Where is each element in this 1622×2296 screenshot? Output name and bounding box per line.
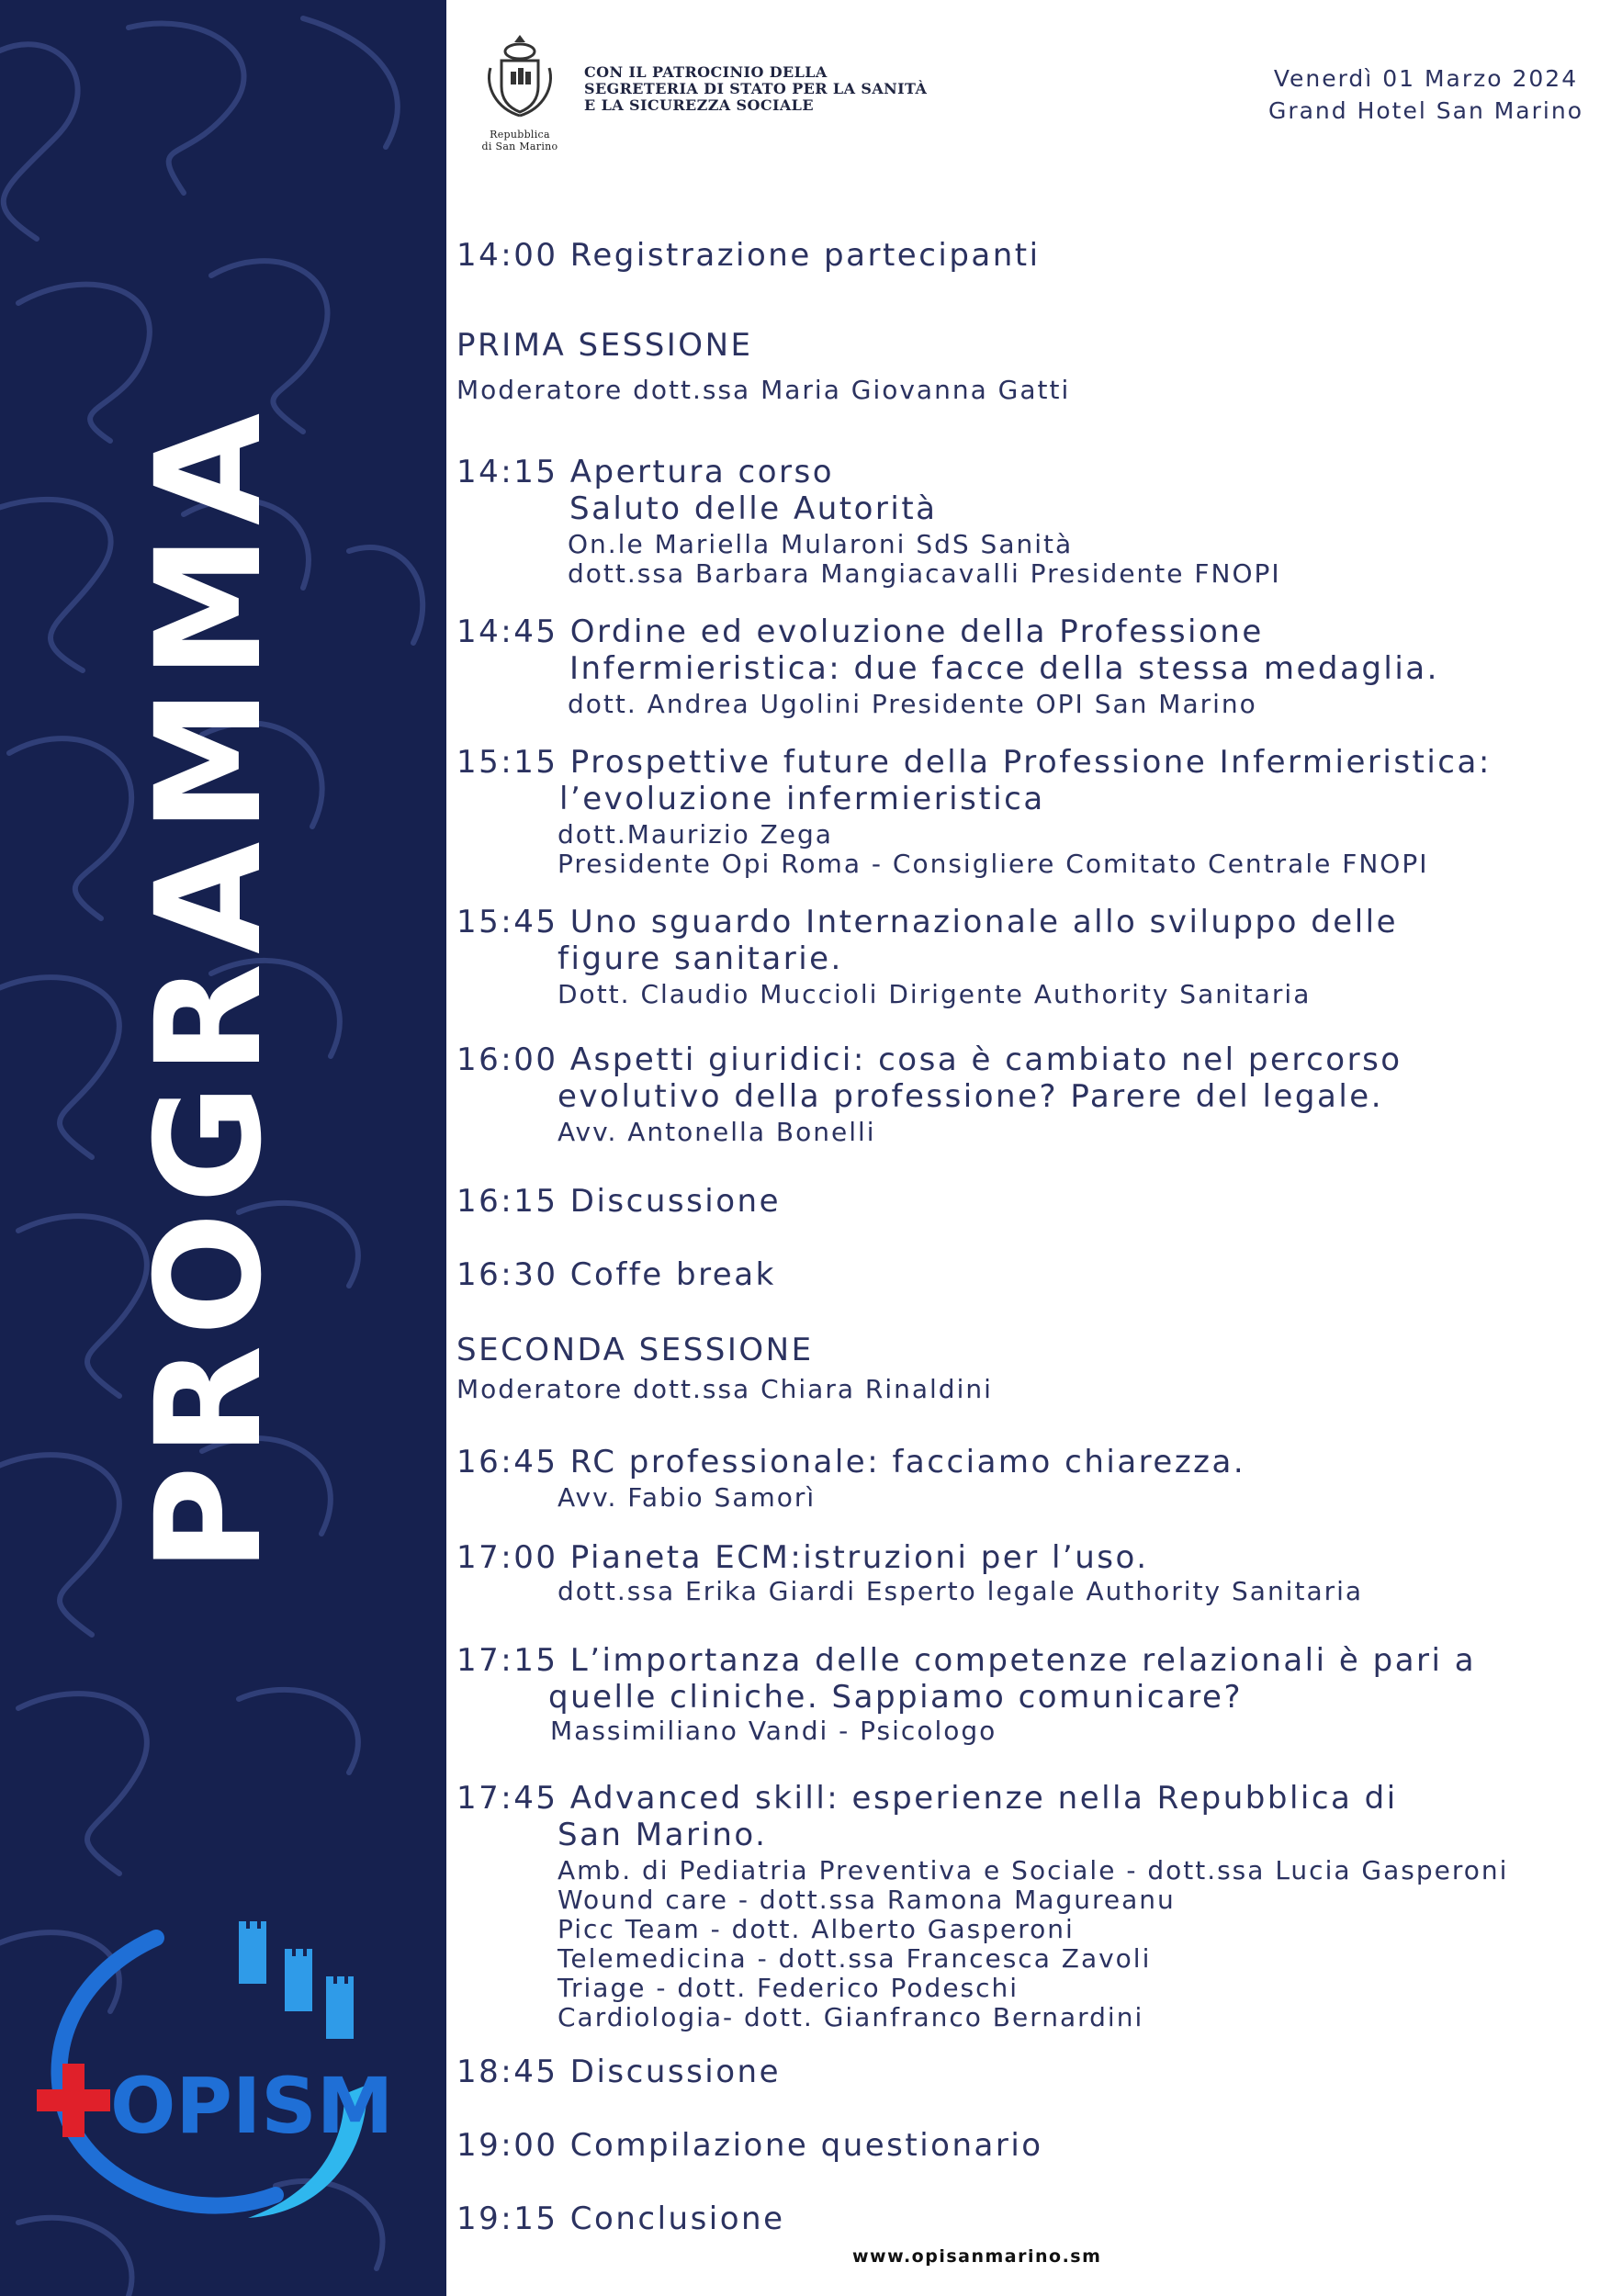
speaker: dott.ssa Erika Giardi Esperto legale Authority Sanitaria	[558, 1576, 1364, 1606]
emblem-caption-line: Repubblica	[490, 129, 550, 141]
event-date: Venerdì 01 Marzo 2024	[1273, 65, 1579, 92]
speaker: Amb. di Pediatria Preventiva e Sociale - dott.ssa Lucia Gasperoni	[558, 1855, 1509, 1885]
agenda-item: 17:15 L’importanza delle competenze relazionali è pari a	[456, 1642, 1477, 1679]
speaker: dott. Andrea Ugolini Presidente OPI San Marino	[568, 689, 1257, 719]
speaker: Picc Team - dott. Alberto Gasperoni	[558, 1914, 1075, 1944]
logo-text: OPISM	[110, 2061, 394, 2151]
speaker: Telemedicina - dott.ssa Francesca Zavoli	[558, 1943, 1152, 1974]
speaker: Dott. Claudio Muccioli Dirigente Authority Sanitaria	[558, 979, 1312, 1009]
agenda-item: 14:00 Registrazione partecipanti	[456, 237, 1041, 274]
agenda-item-detail: Infermieristica: due facce della stessa medaglia.	[569, 650, 1439, 687]
agenda-item: 14:15 Apertura corso	[456, 454, 835, 490]
agenda-item: 16:30 Coffe break	[456, 1256, 776, 1293]
agenda-item: 17:00 Pianeta ECM:istruzioni per l’uso.	[456, 1539, 1149, 1576]
patronage-line: CON IL PATROCINIO DELLA	[584, 63, 828, 81]
patronage-line: E LA SICUREZZA SOCIALE	[584, 96, 814, 114]
speaker: Cardiologia- dott. Gianfranco Bernardini	[558, 2002, 1144, 2032]
agenda-item: 15:15 Prospettive future della Professione Infermieristica:	[456, 744, 1492, 781]
speaker: Triage - dott. Federico Podeschi	[558, 1973, 1019, 2003]
agenda-item: 16:15 Discussione	[456, 1183, 782, 1220]
speaker: Presidente Opi Roma - Consigliere Comitato Centrale FNOPI	[558, 849, 1429, 879]
speaker: Avv. Antonella Bonelli	[558, 1117, 876, 1147]
moderator: Moderatore dott.ssa Maria Giovanna Gatti	[456, 375, 1071, 405]
speaker: Avv. Fabio Samorì	[558, 1482, 817, 1513]
speaker: On.le Mariella Mularoni SdS Sanità	[568, 529, 1074, 559]
agenda-item-detail: evolutivo della professione? Parere del legale.	[558, 1078, 1384, 1115]
programma-title: PROGRAMMA	[125, 403, 294, 1572]
emblem-caption-line: di San Marino	[481, 141, 558, 152]
agenda-item-detail: figure sanitarie.	[558, 940, 843, 977]
tower-icon	[239, 1921, 354, 2039]
footer-url[interactable]: www.opisanmarino.sm	[852, 2246, 1102, 2267]
patronage-line: SEGRETERIA DI STATO PER LA SANITÀ	[584, 80, 928, 97]
agenda-item: 18:45 Discussione	[456, 2054, 782, 2090]
san-marino-emblem	[478, 31, 562, 160]
agenda-item-detail: Saluto delle Autorità	[569, 490, 938, 527]
opism-logo	[18, 1919, 404, 2223]
agenda-item-detail: San Marino.	[558, 1817, 768, 1853]
speaker: Massimiliano Vandi - Psicologo	[550, 1716, 997, 1746]
agenda-item: 14:45 Ordine ed evoluzione della Professione	[456, 613, 1264, 650]
agenda-item-detail: l’evoluzione infermieristica	[559, 781, 1045, 817]
red-cross-icon	[37, 2064, 110, 2137]
event-info	[1268, 62, 1583, 127]
agenda-item: 19:00 Compilazione questionario	[456, 2127, 1043, 2164]
speaker: dott.ssa Barbara Mangiacavalli Presidente FNOPI	[568, 558, 1281, 589]
speaker: Wound care - dott.ssa Ramona Magureanu	[558, 1885, 1176, 1915]
agenda-item: 19:15 Conclusione	[456, 2200, 785, 2237]
moderator: Moderatore dott.ssa Chiara Rinaldini	[456, 1374, 993, 1404]
session-title: PRIMA SESSIONE	[456, 327, 753, 364]
agenda-item-detail: quelle cliniche. Sappiamo comunicare?	[548, 1679, 1243, 1716]
agenda-item: 16:45 RC professionale: facciamo chiarezza.	[456, 1444, 1246, 1480]
speaker: dott.Maurizio Zega	[558, 819, 833, 850]
left-panel	[0, 0, 446, 2296]
patronage-text	[584, 64, 1007, 114]
event-venue: Grand Hotel San Marino	[1267, 97, 1583, 124]
agenda-item: 17:45 Advanced skill: esperienze nella Repubblica di	[456, 1780, 1398, 1817]
agenda-item: 15:45 Uno sguardo Internazionale allo sviluppo delle	[456, 904, 1399, 940]
agenda-item: 16:00 Aspetti giuridici: cosa è cambiato nel percorso	[456, 1041, 1402, 1078]
coat-of-arms-icon	[483, 31, 557, 123]
session-title: SECONDA SESSIONE	[456, 1332, 814, 1368]
